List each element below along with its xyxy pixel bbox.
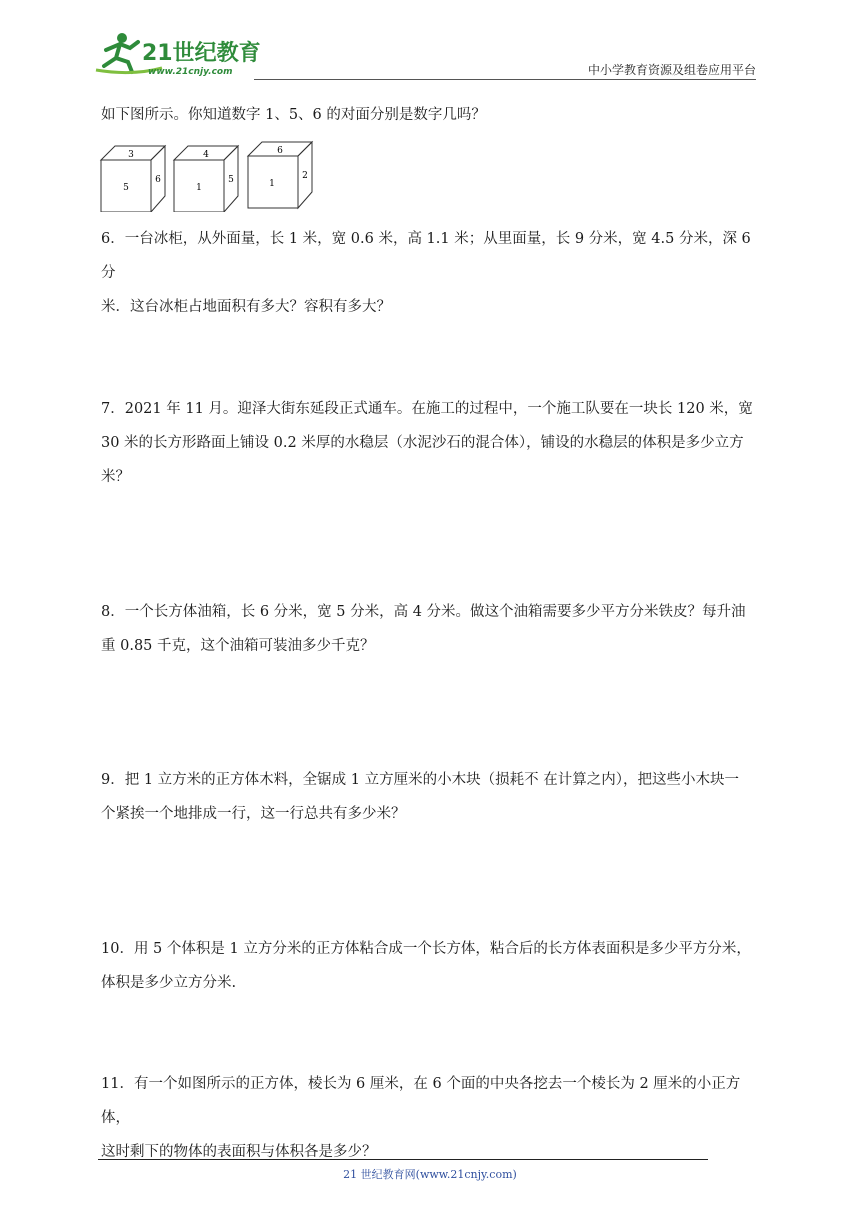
intro-text: 如下图所示。你知道数字 1、5、6 的对面分别是数字几吗？ [101,107,486,123]
question-10-line: 体积是多少立方分米. [101,975,237,991]
footer-text: 21 世纪教育网(www.21cnjy.com) [343,1168,517,1181]
logo-url: www.21cnjy.com [148,67,233,77]
cube-1-side: 6 [155,175,161,185]
footer-divider [98,1159,708,1160]
question-8-line: 重 0.85 千克，这个油箱可装油多少千克？ [101,638,375,654]
question-7-line: 7．2021 年 11 月。迎泽大街东延段正式通车。在施工的过程中，一个施工队要在一块长 120 米，宽 [101,401,753,417]
cube-2-front: 1 [196,183,202,193]
cube-1-top: 3 [128,150,134,160]
cube-2-side: 5 [228,175,234,185]
question-6-line: 米．这台冰柜占地面积有多大？容积有多大？ [101,299,391,315]
cube-2 [174,146,238,212]
dice-cubes-figure [98,140,328,212]
question-11-line: 11．有一个如图所示的正方体，棱长为 6 厘米，在 6 个面的中央各挖去一个棱长为 2 厘米的小正方体， [101,1076,741,1126]
question-7-line: 30 米的长方形路面上铺设 0.2 米厚的水稳层（水泥沙石的混合体），铺设的水稳层的体积是多少立方 [101,435,744,451]
cube-3 [248,142,312,208]
question-10-line: 10．用 5 个体积是 1 立方分米的正方体粘合成一个长方体，粘合后的长方体表面积是多少平方分米， [101,941,751,957]
question-7 [101,392,761,494]
cube-3-front: 1 [269,179,275,189]
question-9-line: 9．把 1 立方米的正方体木料，全锯成 1 立方厘米的小木块（损耗不 在计算之内），把这些小木块一 [101,772,739,788]
platform-slogan: 中小学教育资源及组卷应用平台 [587,63,756,77]
cube-1 [101,146,165,212]
cube-1-front: 5 [123,183,129,193]
logo-text: 21世纪教育 [142,41,261,66]
question-9-line: 个紧挨一个地排成一行，这一行总共有多少米？ [101,806,406,822]
cube-3-top: 6 [277,146,283,156]
question-6-line: 6．一台冰柜，从外面量，长 1 米，宽 0.6 米，高 1.1 米；从里面量，长 9 分米，宽 4.5 分米，深 6 分 [101,231,751,281]
question-9 [101,763,761,831]
question-8 [101,595,761,663]
cube-3-side: 2 [302,171,308,181]
page-header [0,0,860,90]
question-8-line: 8．一个长方体油箱，长 6 分米，宽 5 分米，高 4 分米。做这个油箱需要多少平方分米铁皮？每升油 [101,604,746,620]
header-divider [254,79,756,80]
question-11-line: 这时剩下的物体的表面积与体积各是多少？ [101,1144,377,1160]
question-10 [101,932,761,1000]
question-6 [101,222,761,324]
question-11 [101,1067,761,1169]
cube-2-top: 4 [203,150,209,160]
logo-icon [92,30,262,80]
question-7-line: 米？ [101,469,130,485]
